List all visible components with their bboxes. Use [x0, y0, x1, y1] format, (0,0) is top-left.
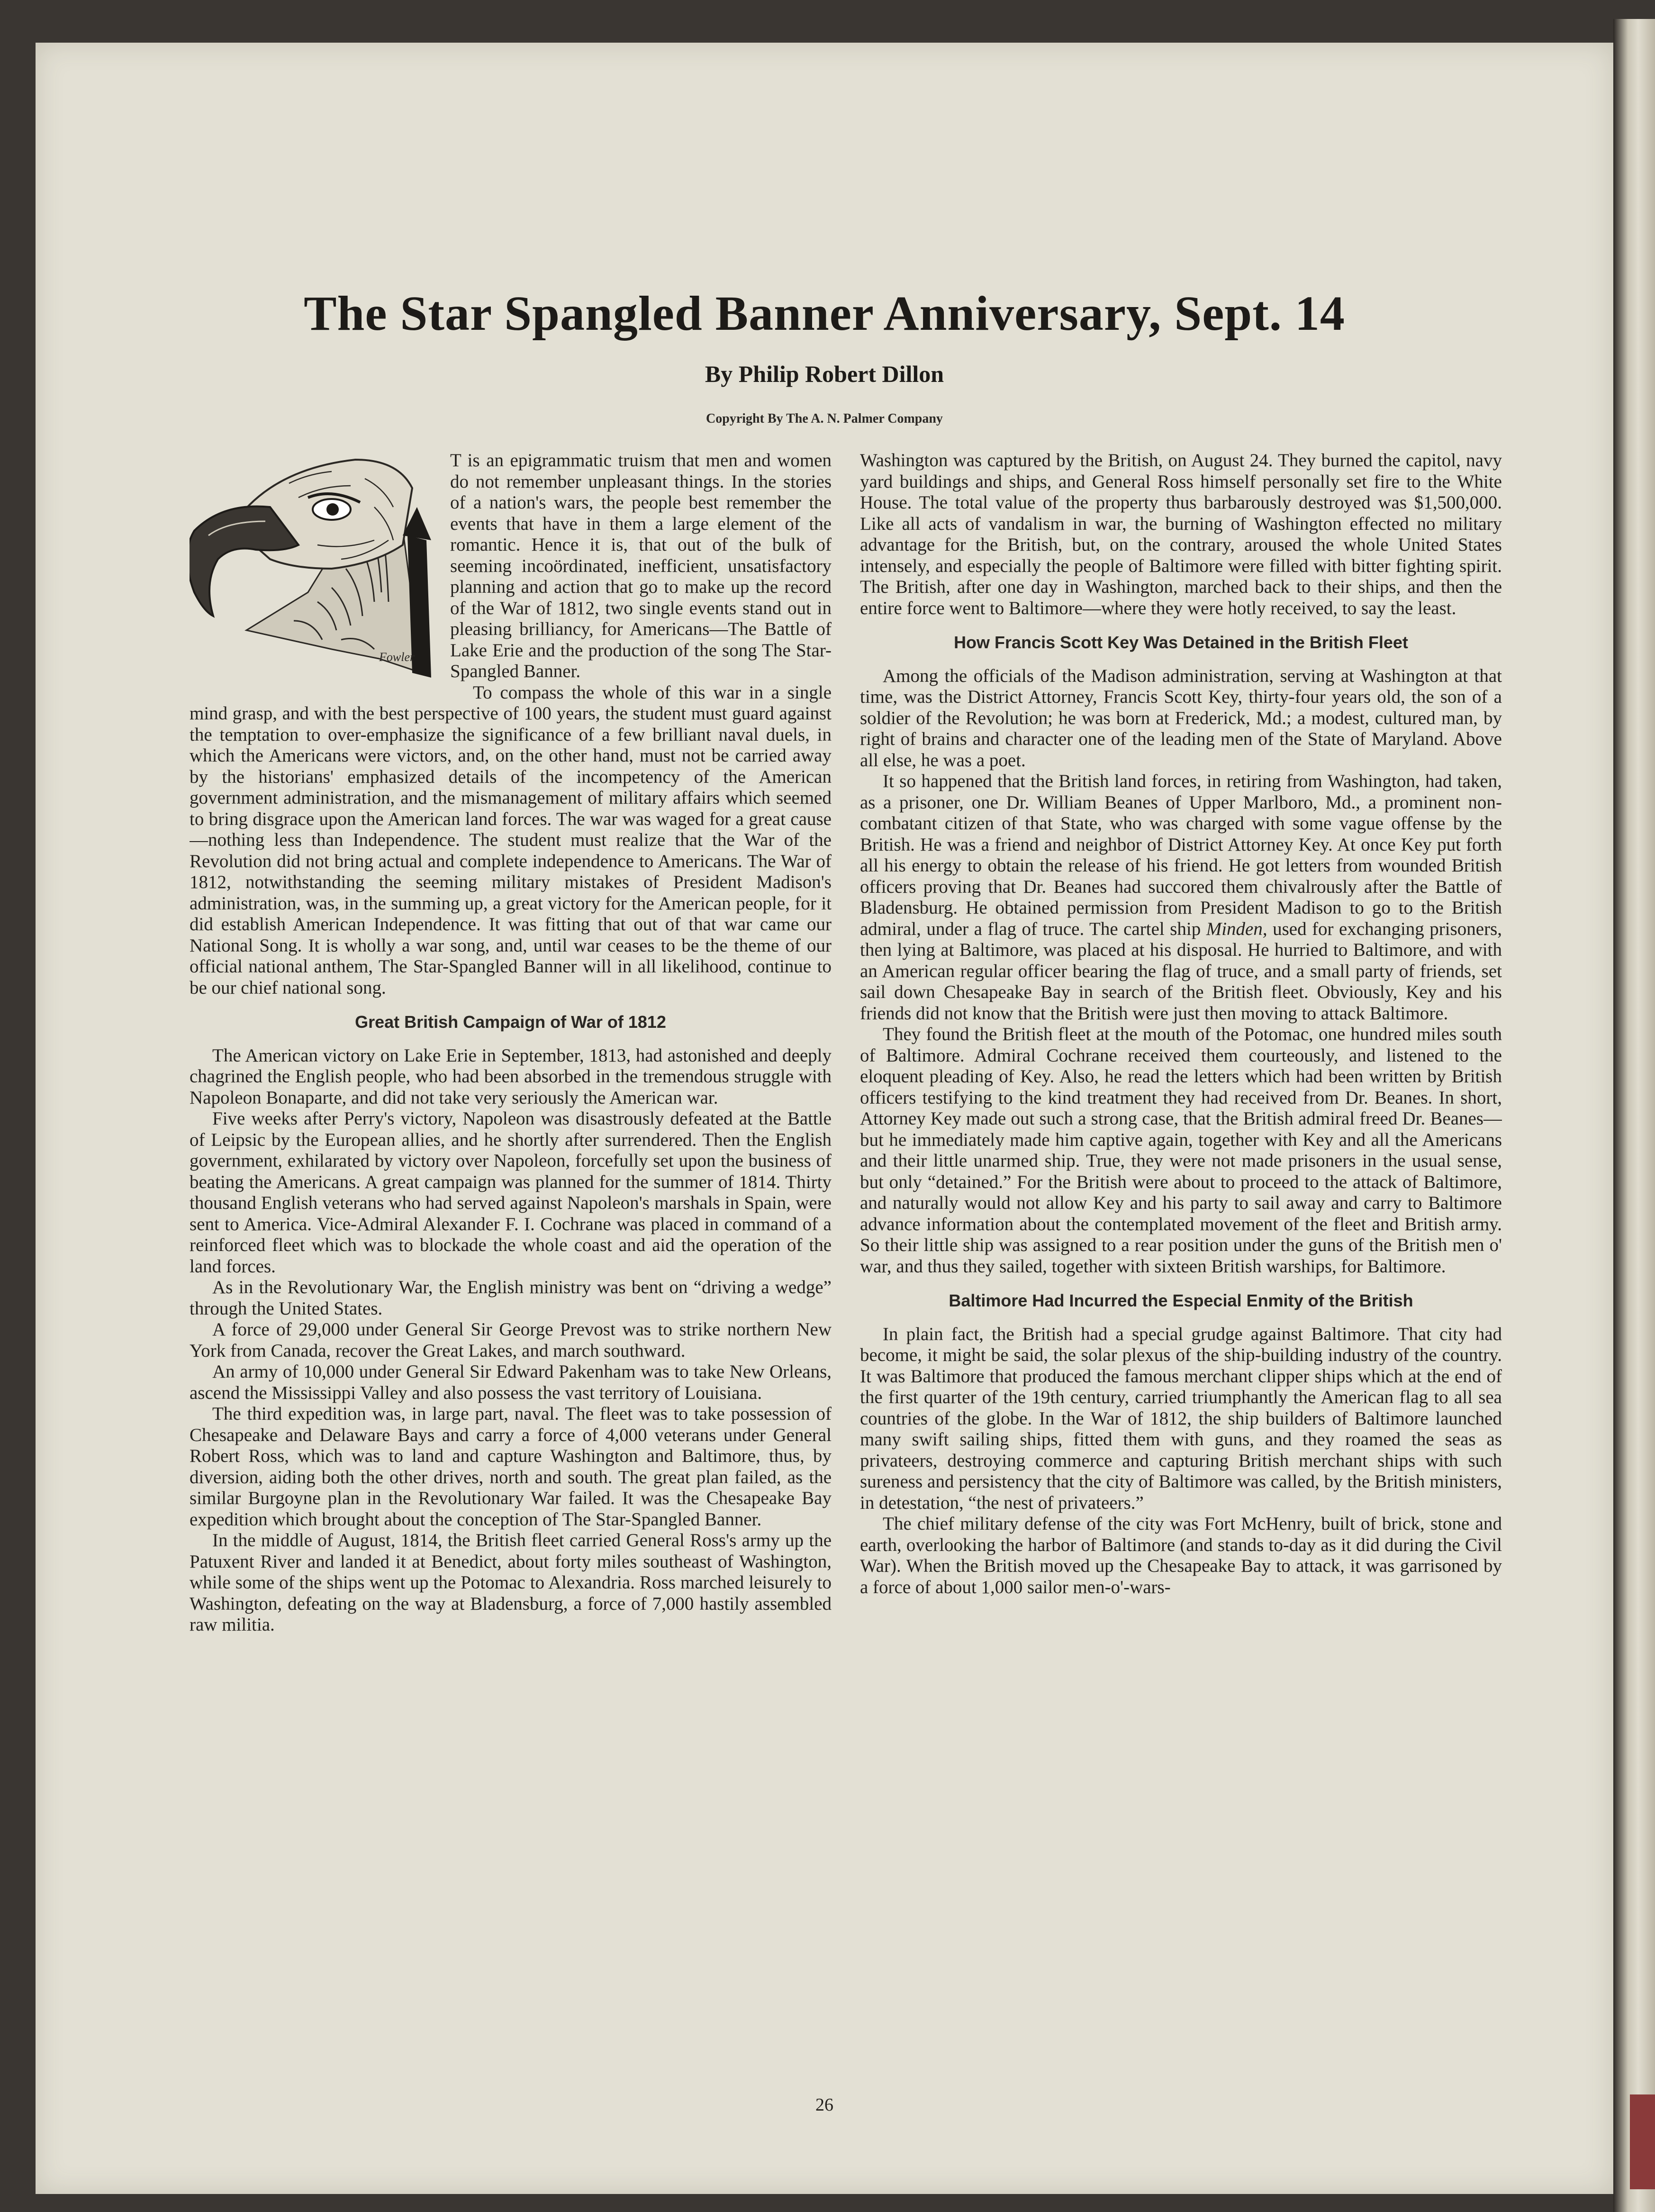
paragraph: In the middle of August, 1814, the British fleet carried General Ross's army up the Patuxent River and landed it at Benedict, about forty miles southeast of Washington, while some of the ships went up the Potomac to Alexandria. Ross marched leisurely to Washington, defeating on the way at Bladensburg, a force of 7,000 hastily assembled raw militia.: [190, 1530, 832, 1635]
section-heading: Baltimore Had Incurred the Especial Enmity of the British: [949, 1291, 1413, 1310]
section-heading: How Francis Scott Key Was Detained in the British Fleet: [954, 633, 1408, 652]
right-column: [860, 450, 1502, 2071]
article-title: The Star Spangled Banner Anniversary, Sept. 14: [304, 286, 1345, 341]
adjacent-page-edge: [1613, 19, 1655, 2212]
paragraph: Five weeks after Perry's victory, Napoleon was disastrously defeated at the Battle of Leipsic by the European allies, and he shortly after surrendered. Then the English government, exhilarated by victory over Napoleon, forcefully set upon the business of beating the Americans. A great campaign was planned for the summer of 1814. Thirty thousand English veterans who had served against Napoleon's marshals in Spain, were sent to America. Vice-Admiral Alexander F. I. Cochrane was placed in command of a reinforced fleet which was to blockade the whole coast and aid the operation of the land forces.: [190, 1108, 832, 1277]
paragraph: Washington was captured by the British, on August 24. They burned the capitol, navy yard buildings and ships, and General Ross himself personally set fire to the White House. The total value of the property thus barbarously destroyed was $1,500,000. Like all acts of vandalism in war, the burning of Washington effected no military advantage for the British, but, on the contrary, aroused the whole United States intensely, and especially the people of Baltimore were filled with bitter fighting spirit. The British, after one day in Washington, marched back to their ships, and then the entire force went to Baltimore—where they were hotly received, to say the least.: [860, 450, 1502, 618]
paragraph-text: used for exchanging prisoners, then lying at Baltimore, was placed at his disposal. He hurried to Baltimore, and with an American regular officer bearing the flag of truce, and a small party of friends, set sail down Chesapeake Bay in search of the British fleet. Obviously, Key and his friends did not know that the British were just then moving to attack Baltimore.: [860, 918, 1502, 1024]
paragraph: [860, 771, 1502, 1024]
eagle-illustration: [190, 450, 441, 682]
paragraph: An army of 10,000 under General Sir Edward Pakenham was to take New Orleans, ascend the Mississippi Valley and also possess the vast territory of Louisiana.: [190, 1361, 832, 1403]
article-byline: By Philip Robert Dillon: [705, 361, 944, 387]
paragraph-text: It so happened that the British land forces, in retiring from Washington, had taken, as a prisoner, one Dr. William Beanes of Upper Marlboro, Md., a prominent non-combatant citizen of that State, who was charged with some vague offense by the British. He was a friend and neighbor of District Attorney Key. At once Key put forth all his energy to obtain the release of his friend. He got letters from wounded British officers proving that Dr. Beanes had succored them chivalrously after the Battle of Bladensburg. He obtained permission from President Madison to go to the British admiral, under a flag of truce. The cartel ship: [860, 771, 1502, 939]
ship-name: Minden,: [1206, 918, 1267, 939]
copyright-notice: Copyright By The A. N. Palmer Company: [706, 411, 943, 426]
paragraph: As in the Revolutionary War, the English ministry was bent on “driving a wedge” through the United States.: [190, 1277, 832, 1319]
eagle-signature: Fowler: [379, 650, 415, 664]
paragraph: In plain fact, the British had a special grudge against Baltimore. That city had become, it might be said, the solar plexus of the ship-building industry of the country. It was Baltimore that produced the famous merchant clipper ships which at the end of the first quarter of the 19th century, carried triumphantly the American flag to all sea countries of the globe. In the War of 1812, the ship builders of Baltimore launched many swift sailing ships, fitted them with guns, and they roamed the seas as privateers, destroying commerce and capturing British merchant ships with such sureness and persistency that the city of Baltimore was called, by the British ministers, in detestation, “the nest of privateers.”: [860, 1324, 1502, 1513]
paragraph: A force of 29,000 under General Sir George Prevost was to strike northern New York from Canada, recover the Great Lakes, and march southward.: [190, 1319, 832, 1361]
paragraph: To compass the whole of this war in a single mind grasp, and with the best perspective of 100 years, the student must guard against the temptation to over-emphasize the significance of a few brilliant naval duels, in which the Americans were victors, and, on the other hand, must not be carried away by the historians' emphasized details of the incompetency of the American government administration, and the mismanagement of military affairs which seemed to bring disgrace upon the American land forces. The war was waged for a great cause—nothing less than Independence. The student must realize that the War of the Revolution did not bring actual and complete independence to Americans. The War of 1812, notwithstanding the seeming military mistakes of President Madison's administration, was, in the summing up, a great victory for the American people, for it did establish American Independence. It was fitting that out of that war came our National Song. It is wholly a war song, and, until war ceases to be the theme of our official national anthem, The Star-Spangled Banner will in all likelihood, continue to be our chief national song.: [190, 682, 832, 998]
paragraph: They found the British fleet at the mouth of the Potomac, one hundred miles south of Baltimore. Admiral Cochrane received them courteously, and listened to the eloquent pleading of Key. Also, he read the letters which had been written by British officers testifying to the kind treatment they had received from Dr. Beanes. In short, Attorney Key made out such a strong case, that the British admiral freed Dr. Beanes—but he immediately made him captive again, together with Key and all the Americans and their little unarmed ship. True, they were not made prisoners in the usual sense, but only “detained.” For the British were about to proceed to the attack of Baltimore, and naturally would not allow Key and his party to sail away and carry to Baltimore advance information about the contemplated movement of the fleet and British army. So their little ship was assigned to a rear position under the guns of the British men o' war, and thus they sailed, together with sixteen British warships, for Baltimore.: [860, 1024, 1502, 1277]
paragraph: The chief military defense of the city was Fort McHenry, built of brick, stone and earth, overlooking the harbor of Baltimore (and stands to-day as it did during the Civil War). When the British moved up the Chesapeake Bay to attack, it was garrisoned by a force of about 1,000 sailor men-o'-wars-: [860, 1514, 1502, 1597]
paragraph: The third expedition was, in large part, naval. The fleet was to take possession of Chesapeake and Delaware Bays and carry a force of 4,000 veterans under General Robert Ross, which was to land and capture Washington and Baltimore, thus, by diversion, aiding both the other drives, north and south. The great plan failed, as the similar Burgoyne plan in the Revolutionary War failed. It was the Chesapeake Bay expedition which brought about the conception of The Star-Spangled Banner.: [190, 1404, 832, 1530]
magazine-page: [36, 43, 1613, 2194]
paragraph: Among the officials of the Madison administration, serving at Washington at that time, was the District Attorney, Francis Scott Key, thirty-four years old, the son of a soldier of the Revolution; he was born at Frederick, Md.; a modest, cultured man, by right of brains and character one of the leading men of the State of Maryland. Above all else, he was a poet.: [860, 665, 1502, 771]
section-heading: Great British Campaign of War of 1812: [355, 1012, 666, 1032]
eagle-head-icon: [190, 450, 441, 682]
paragraph: The American victory on Lake Erie in September, 1813, had astonished and deeply chagrined the English people, who had been absorbed in the tremendous struggle with Napoleon Bonaparte, and did not take very seriously the American war.: [190, 1045, 832, 1108]
binding-tab: [1630, 2094, 1655, 2189]
page-number: 26: [815, 2095, 833, 2115]
left-column: [190, 450, 832, 2071]
paragraph: T is an epigrammatic truism that men and women do not remember unpleasant things. In the stories of a nation's wars, the people best remember the events that have in them a large element of the romantic. Hence it is, that out of the bulk of seeming incoördinated, inefficient, unsatisfactory planning and action that go to make up the record of the War of 1812, two single events stand out in pleasing brilliancy, for Americans—The Battle of Lake Erie and the production of the song The Star-Spangled Banner.: [450, 450, 832, 681]
